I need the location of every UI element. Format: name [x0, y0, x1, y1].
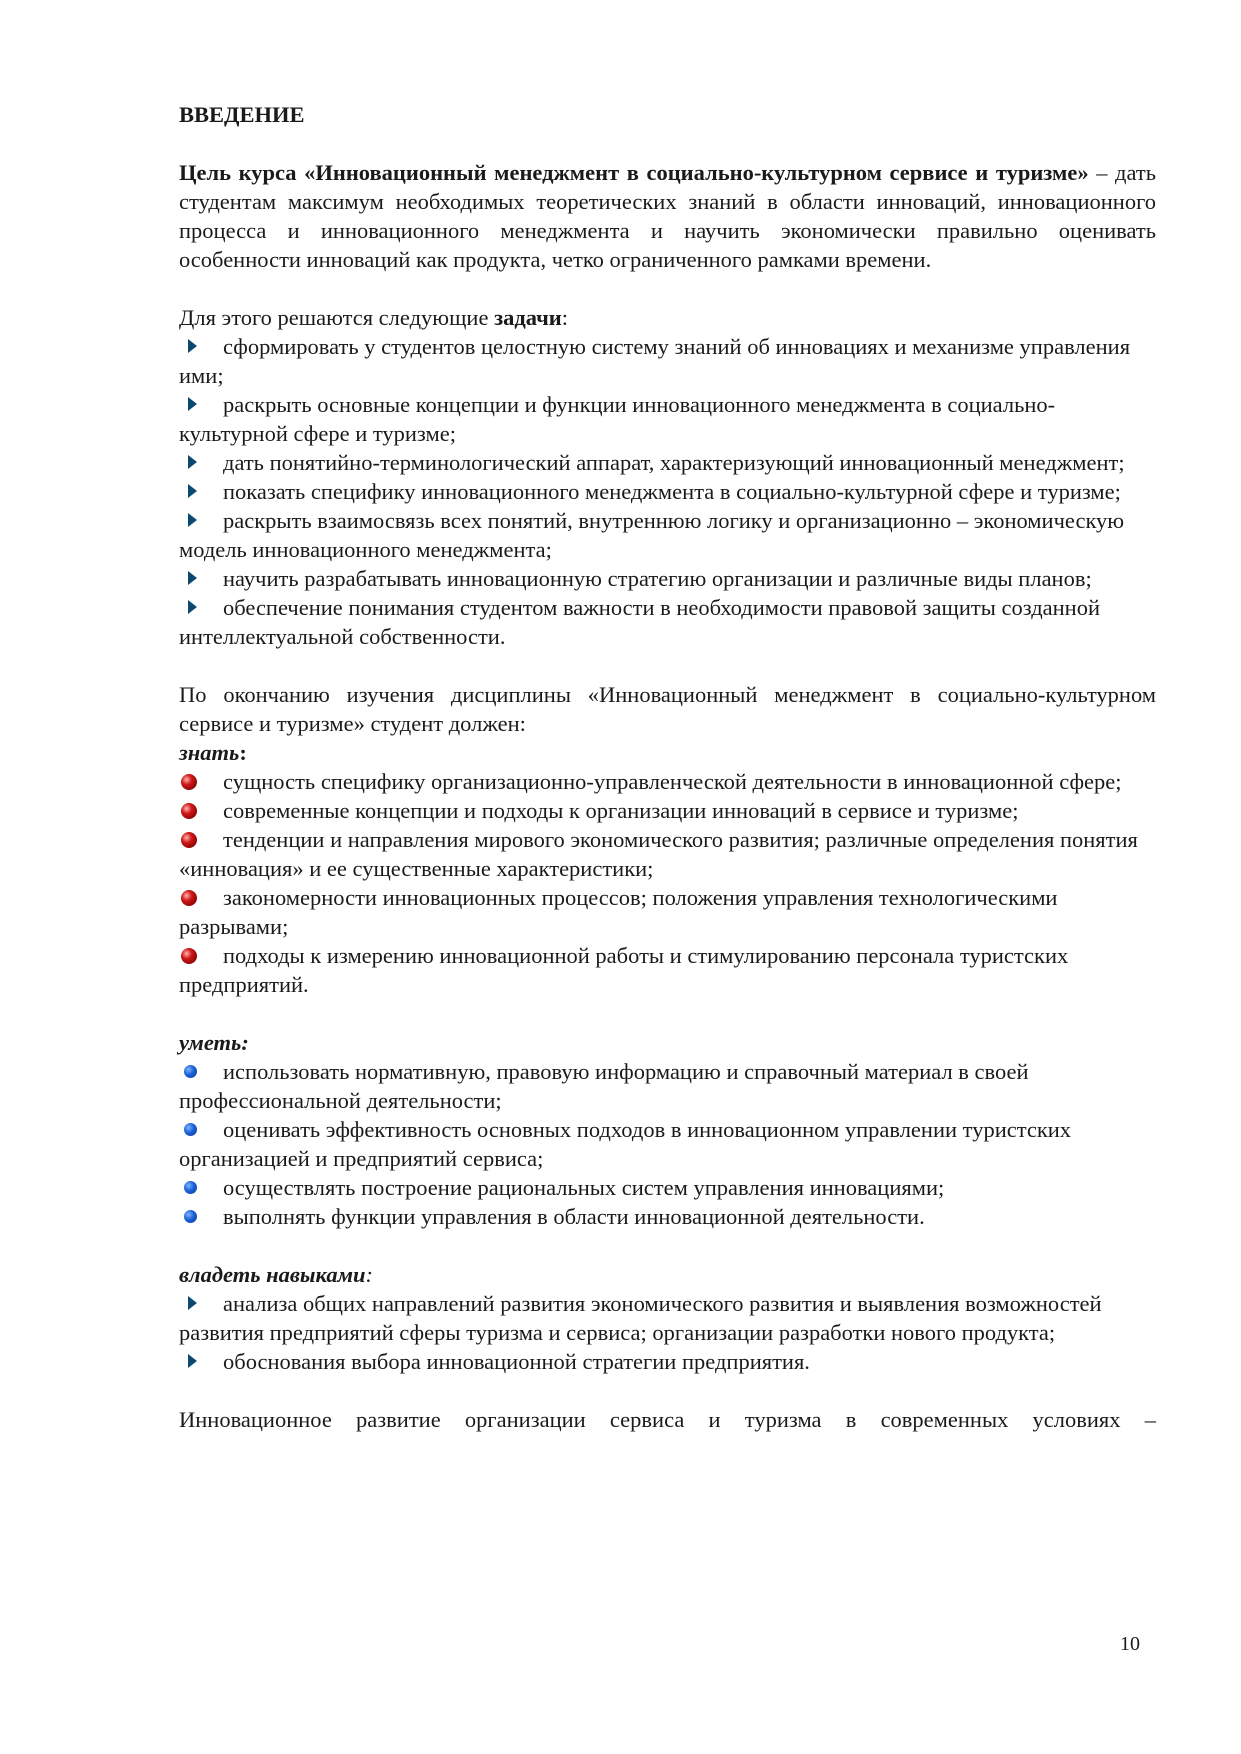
blue-dot-bullet-icon — [179, 1173, 203, 1202]
triangle-bullet-icon — [179, 1289, 203, 1318]
list-item: сущность специфику организационно-управленческой деятельности в инновационной сфере; — [179, 767, 1156, 796]
page-number: 10 — [1120, 1633, 1140, 1655]
course-goal-lead: Цель курса «Инновационный менеджмент в социально-культурном сервисе и туризме» — [179, 160, 1089, 185]
red-ball-bullet-icon — [179, 941, 203, 970]
list-item: выполнять функции управления в области инновационной деятельности. — [179, 1202, 1156, 1231]
outcomes-intro: По окончанию изучения дисциплины «Инновационный менеджмент в социально-культурном сервисе и туризме» студент должен: — [179, 682, 1156, 736]
triangle-bullet-icon — [179, 1347, 203, 1376]
tasks-keyword: задачи — [494, 305, 562, 330]
know-label: знать: — [179, 740, 247, 765]
course-goal-text: – дать студентам максимум необходимых теоретических знаний в области инноваций, инновационного процесса и инновационного менеджмента и научить экономически правильно оценивать особенности инноваций как продукта, четко ограниченного рамками времени. — [179, 160, 1156, 272]
list-item: раскрыть основные концепции и функции инновационного менеджмента в социально-культурной сфере и туризме; — [179, 392, 1056, 446]
triangle-bullet-icon — [179, 448, 203, 477]
list-item: современные концепции и подходы к организации инноваций в сервисе и туризме; — [179, 796, 1156, 825]
list-item: раскрыть взаимосвязь всех понятий, внутреннюю логику и организационно – экономическую модель инновационного менеджмента; — [179, 508, 1125, 562]
red-ball-bullet-icon — [179, 767, 203, 796]
triangle-bullet-icon — [179, 477, 203, 506]
list-item: использовать нормативную, правовую информацию и справочный материал в своей профессиональной деятельности; — [179, 1059, 1029, 1113]
list-item: научить разрабатывать инновационную стратегию организации и различные виды планов; — [179, 564, 1156, 593]
intro-paragraph — [179, 158, 1156, 274]
red-ball-bullet-icon — [179, 825, 203, 854]
triangle-bullet-icon — [179, 564, 203, 593]
section-heading: ВВЕДЕНИЕ — [179, 102, 305, 127]
blue-dot-bullet-icon — [179, 1202, 203, 1231]
list-item: оценивать эффективность основных подходов в инновационном управлении туристских организацией и предприятий сервиса; — [179, 1117, 1072, 1171]
list-item: сформировать у студентов целостную систему знаний об инновациях и механизме управления ими; — [179, 334, 1131, 388]
list-item: подходы к измерению инновационной работы и стимулированию персонала туристских предприятий. — [179, 943, 1069, 997]
triangle-bullet-icon — [179, 390, 203, 419]
list-item: осуществлять построение рациональных систем управления инновациями; — [179, 1173, 1156, 1202]
list-item: тенденции и направления мирового экономического развития; различные определения понятия «инновация» и ее существенные характеристики; — [179, 827, 1138, 881]
tasks-list — [179, 332, 1156, 651]
list-item: обеспечение понимания студентом важности в необходимости правовой защиты созданной интеллектуальной собственности. — [179, 595, 1101, 649]
know-list — [179, 767, 1156, 999]
closing-paragraph: Инновационное развитие организации сервиса и туризма в современных условиях – — [179, 1407, 1156, 1432]
can-list — [179, 1057, 1156, 1231]
list-item: закономерности инновационных процессов; положения управления технологическими разрывами; — [179, 885, 1058, 939]
list-item: обоснования выбора инновационной стратегии предприятия. — [179, 1347, 1156, 1376]
red-ball-bullet-icon — [179, 883, 203, 912]
page-body — [179, 100, 1156, 1434]
can-label: уметь: — [179, 1030, 249, 1055]
list-item: анализа общих направлений развития экономического развития и выявления возможностей развития предприятий сферы туризма и сервиса; организации разработки нового продукта; — [179, 1291, 1102, 1345]
blue-dot-bullet-icon — [179, 1057, 203, 1086]
skills-label: владеть навыками: — [179, 1262, 374, 1287]
triangle-bullet-icon — [179, 506, 203, 535]
skills-list — [179, 1289, 1156, 1376]
list-item: показать специфику инновационного менеджмента в социально-культурной сфере и туризме; — [179, 477, 1156, 506]
triangle-bullet-icon — [179, 593, 203, 622]
tasks-lead: Для этого решаются следующие задачи: — [179, 305, 569, 330]
triangle-bullet-icon — [179, 332, 203, 361]
blue-dot-bullet-icon — [179, 1115, 203, 1144]
list-item: дать понятийно-терминологический аппарат, характеризующий инновационный менеджмент; — [179, 448, 1156, 477]
red-ball-bullet-icon — [179, 796, 203, 825]
